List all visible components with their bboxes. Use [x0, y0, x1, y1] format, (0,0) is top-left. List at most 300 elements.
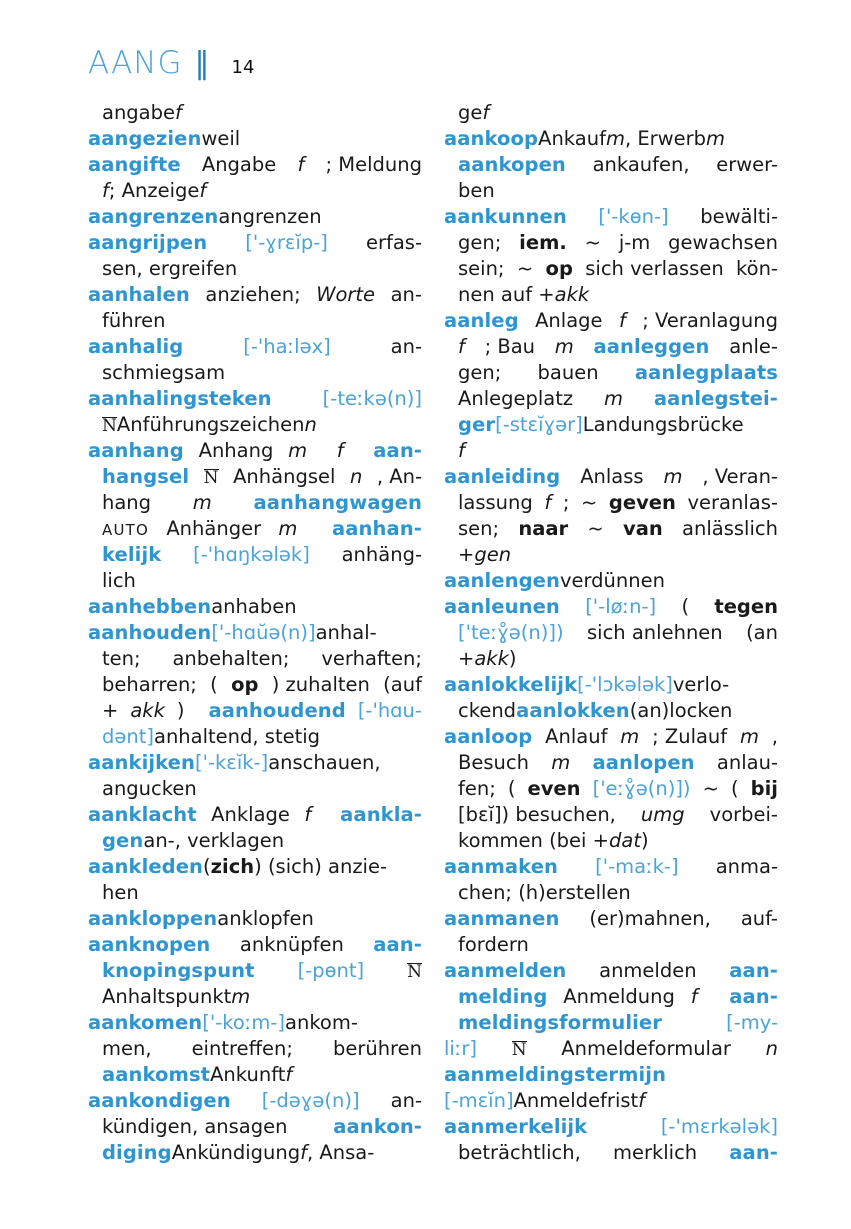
entry-line	[444, 646, 778, 672]
pronunciation: [-my-	[726, 1011, 778, 1034]
translation: men,	[102, 1037, 152, 1060]
translation: anlässlich	[682, 517, 778, 540]
headword[interactable]: aanknopen	[88, 933, 211, 956]
running-head-separator-icon: ‖	[194, 46, 208, 81]
translation: Anhaltspunkt	[102, 985, 232, 1008]
translation: )	[641, 829, 649, 852]
collocation: naar	[518, 517, 569, 540]
translation: ~	[702, 777, 719, 800]
grammar-marker: f	[482, 101, 490, 124]
entry-line	[88, 776, 422, 802]
entry-line	[88, 646, 422, 672]
entry-line	[444, 490, 778, 516]
translation: ben	[458, 179, 495, 202]
headword[interactable]: aankoop	[444, 127, 539, 150]
translation: (	[203, 855, 211, 878]
grammar-marker: f	[638, 1089, 646, 1112]
translation: Ankauf	[538, 127, 606, 150]
translation: )	[176, 699, 185, 722]
pronunciation: [-'mɛrkələk]	[660, 1115, 778, 1138]
entry-line	[88, 750, 422, 776]
collocation: iem.	[519, 231, 567, 254]
entry-line	[88, 620, 422, 646]
neuter-gender-icon: N	[102, 416, 117, 436]
translation: Besuch	[458, 751, 529, 774]
entry-line	[88, 516, 422, 542]
translation: +	[102, 699, 119, 722]
pronunciation: ['-koːm-]	[202, 1011, 286, 1034]
pronunciation: dənt]	[102, 725, 154, 748]
translation: (er)mahnen,	[589, 907, 711, 930]
entry-line	[88, 594, 422, 620]
grammar-marker: f	[102, 179, 109, 202]
translation: anziehen;	[205, 283, 301, 306]
entry-line	[88, 152, 422, 178]
grammar-marker: f	[285, 1063, 293, 1086]
headword[interactable]: aanmaken	[444, 855, 559, 878]
grammar-marker: m	[605, 127, 625, 150]
pronunciation: [-stɛĭɣər]	[495, 413, 583, 436]
entry-line	[444, 386, 778, 412]
headword[interactable]: aankleden	[88, 855, 204, 878]
grammar-marker: gen	[474, 543, 512, 566]
grammar-marker: m	[231, 985, 251, 1008]
grammar-marker: m	[192, 491, 212, 514]
headword[interactable]: aanmeldingstermijn	[444, 1063, 667, 1086]
headword[interactable]: aanmerkelijk	[444, 1115, 588, 1138]
headword[interactable]: aanleunen	[444, 595, 560, 618]
entry-line	[88, 282, 422, 308]
translation: angabe	[102, 101, 176, 124]
headword[interactable]: aanlegplaats	[634, 361, 778, 384]
translation: angrenzen	[218, 205, 322, 228]
translation: anhaltend, stetig	[154, 725, 321, 748]
grammar-marker: dat	[609, 829, 641, 852]
translation: anschauen,	[268, 751, 381, 774]
pronunciation: [-mɛĭn]	[444, 1089, 514, 1112]
translation: veranlas-	[687, 491, 778, 514]
headword[interactable]: aan-	[373, 439, 422, 462]
headword[interactable]: aanlokkelijk	[444, 673, 578, 696]
translation: )	[508, 647, 517, 670]
entry-line	[88, 958, 422, 984]
translation: erwer-	[716, 153, 778, 176]
translation: ) zuhalten	[271, 673, 370, 696]
collocation: bij	[750, 777, 778, 800]
translation: kündigen, ansagen	[102, 1115, 288, 1138]
translation: erfas-	[365, 231, 422, 254]
translation: +	[458, 647, 475, 670]
running-head-word: AANG	[88, 45, 183, 81]
translation: kön-	[736, 257, 778, 280]
pronunciation: [-'hɑŋkələk]	[193, 543, 310, 566]
headword[interactable]: aanhebben	[88, 595, 212, 618]
entry-line	[444, 542, 778, 568]
headword[interactable]: ger	[458, 413, 496, 436]
translation: j-m	[618, 231, 651, 254]
grammar-marker: akk	[130, 699, 165, 722]
entry-line	[88, 828, 422, 854]
headword[interactable]: aanloop	[444, 725, 533, 748]
translation: sein;	[458, 257, 505, 280]
headword[interactable]: gen	[102, 829, 144, 852]
entry-line	[444, 516, 778, 542]
domain-label: AUTO	[102, 521, 150, 539]
translation: ge	[458, 101, 483, 124]
translation: vorbei-	[709, 803, 778, 826]
grammar-marker: m	[739, 725, 759, 748]
headword[interactable]: aangezien	[88, 127, 202, 150]
translation: anhäng-	[341, 543, 422, 566]
headword[interactable]: aanlopen	[592, 751, 695, 774]
translation: auf-	[740, 907, 778, 930]
translation: ankaufen,	[592, 153, 690, 176]
translation: anknüpfen	[239, 933, 344, 956]
headword[interactable]: aankloppen	[88, 907, 218, 930]
entry-line	[88, 438, 422, 464]
pronunciation: ['-kɵn-]	[598, 205, 669, 228]
entry-line	[88, 854, 422, 880]
headword[interactable]: aan-	[729, 985, 778, 1008]
pronunciation: ['-maːk-]	[595, 855, 679, 878]
entry-line	[88, 1010, 422, 1036]
entry-line	[444, 230, 778, 256]
headword[interactable]: aankopen	[458, 153, 566, 176]
translation: hen	[102, 881, 139, 904]
headword[interactable]: aan-	[729, 1141, 778, 1164]
entry-line	[444, 360, 778, 386]
entry-line	[444, 256, 778, 282]
translation: ~	[584, 231, 601, 254]
translation: beträchtlich,	[458, 1141, 581, 1164]
pronunciation: [-'lɔkələk]	[577, 673, 673, 696]
collocation: geven	[608, 491, 676, 514]
entry-line	[444, 828, 778, 854]
headword[interactable]: aanhouden	[88, 621, 212, 644]
translation: Angabe	[201, 153, 277, 176]
entry-line	[88, 1062, 422, 1088]
entry-line	[444, 620, 778, 646]
grammar-marker: n	[349, 465, 363, 488]
translation: Anklage	[211, 803, 290, 826]
headword[interactable]: aanleg	[444, 309, 519, 332]
grammar-marker: f	[336, 439, 344, 462]
headword[interactable]: aankijken	[88, 751, 195, 774]
translation: berühren	[332, 1037, 422, 1060]
grammar-marker: f	[690, 985, 698, 1008]
entry-line	[444, 126, 778, 152]
grammar-marker: f	[300, 1141, 307, 1164]
pronunciation: ['-ɣrɛĭp-]	[245, 231, 328, 254]
translation: nen auf +	[458, 283, 555, 306]
translation: verlo-	[672, 673, 730, 696]
translation: Anlauf	[545, 725, 608, 748]
translation: ;	[562, 491, 570, 514]
pronunciation: [-'haːləx]	[243, 335, 331, 358]
translation: kommen (bei +	[458, 829, 610, 852]
headword[interactable]: aanhalingsteken	[88, 387, 272, 410]
grammar-marker: umg	[640, 803, 685, 826]
translation: anklopfen	[217, 907, 314, 930]
translation: , Veran-	[702, 465, 778, 488]
grammar-marker: f	[618, 309, 626, 332]
translation: fen;	[458, 777, 496, 800]
translation: gen;	[458, 361, 502, 384]
entry-line	[444, 100, 778, 126]
headword[interactable]: aanleiding	[444, 465, 561, 488]
translation: merklich	[612, 1141, 698, 1164]
headword[interactable]: aankunnen	[444, 205, 567, 228]
entry-line	[444, 802, 778, 828]
translation: , Ansa-	[307, 1141, 375, 1164]
entry-line	[88, 1140, 422, 1166]
neuter-gender-icon: N	[407, 962, 422, 982]
headword[interactable]: aanklacht	[88, 803, 197, 826]
translation: , Erwerb	[624, 127, 707, 150]
headword[interactable]: aanhalig	[88, 335, 184, 358]
pronunciation: ['-løːn-]	[585, 595, 657, 618]
translation: verhaften;	[321, 647, 422, 670]
translation: anle-	[729, 335, 778, 358]
headword[interactable]: aanlegstei-	[653, 387, 778, 410]
headword[interactable]: aankomst	[102, 1063, 211, 1086]
entry-line	[444, 672, 778, 698]
translation: Ankündigung	[171, 1141, 301, 1164]
entry-line	[444, 1010, 778, 1036]
page-number: 14	[231, 57, 255, 78]
translation: an-	[390, 283, 422, 306]
translation: hang	[102, 491, 152, 514]
headword[interactable]: melding	[458, 985, 548, 1008]
translation: anhal-	[315, 621, 377, 644]
headword[interactable]: aangrenzen	[88, 205, 219, 228]
entry-line	[88, 1088, 422, 1114]
translation: sen, ergreifen	[102, 257, 238, 280]
headword[interactable]: aan-	[373, 933, 422, 956]
translation: ,	[771, 725, 778, 748]
translation: Ankunft	[210, 1063, 286, 1086]
entry-line	[444, 724, 778, 750]
entry-line	[444, 698, 778, 724]
collocation: van	[623, 517, 663, 540]
headword[interactable]: hangsel	[102, 465, 190, 488]
entry-line	[88, 464, 422, 490]
translation: ~	[587, 517, 604, 540]
headword[interactable]: aanmanen	[444, 907, 560, 930]
pronunciation: [-'hɑu-	[357, 699, 422, 722]
neuter-gender-icon: N	[203, 468, 219, 488]
translation: Anmeldefrist	[513, 1089, 639, 1112]
pronunciation: ['-kɛĭk-]	[195, 751, 269, 774]
translation: ; Bau	[484, 335, 536, 358]
translation: sen;	[458, 517, 500, 540]
entry-line	[444, 1140, 778, 1166]
grammar-marker: Worte	[316, 283, 376, 306]
translation: weil	[201, 127, 241, 150]
translation: ten;	[102, 647, 141, 670]
translation: gewachsen	[668, 231, 778, 254]
entry-line	[88, 802, 422, 828]
headword[interactable]: aankomen	[88, 1011, 203, 1034]
entry-line	[88, 1036, 422, 1062]
entry-line	[444, 412, 778, 438]
entry-line	[444, 308, 778, 334]
translation: ; Meldung	[325, 153, 422, 176]
translation: Anlage	[535, 309, 603, 332]
translation: beharren;	[102, 673, 197, 696]
translation: verdünnen	[559, 569, 665, 592]
entry-line	[88, 568, 422, 594]
translation: eintreffen;	[191, 1037, 293, 1060]
translation: an-	[390, 1089, 422, 1112]
translation: ; Zulauf	[652, 725, 728, 748]
translation: sich anlehnen	[587, 621, 723, 644]
entry-line	[444, 282, 778, 308]
headword[interactable]: meldingsformulier	[458, 1011, 662, 1034]
grammar-marker: m	[663, 465, 683, 488]
translation: Anhängsel	[233, 465, 336, 488]
collocation: op	[231, 673, 259, 696]
headword[interactable]: aanleggen	[593, 335, 710, 358]
translation: [bɛĭ]) besuchen,	[458, 803, 616, 826]
headword[interactable]: aankon-	[333, 1115, 422, 1138]
translation: , An-	[376, 465, 422, 488]
entry-line	[88, 360, 422, 386]
grammar-marker: f	[175, 101, 182, 124]
entry-line	[444, 854, 778, 880]
translation: schmiegsam	[102, 361, 226, 384]
translation: Landungsbrücke	[582, 413, 744, 436]
entry-line	[88, 412, 422, 438]
collocation: zich	[210, 855, 255, 878]
right-column	[444, 100, 778, 1166]
headword[interactable]: diging	[102, 1141, 172, 1164]
entry-line	[444, 334, 778, 360]
entry-line	[444, 1062, 778, 1088]
entry-line	[444, 594, 778, 620]
entry-line	[444, 880, 778, 906]
pronunciation: ['teːɣ̊ə(n)])	[458, 621, 564, 644]
translation: anmelden	[599, 959, 697, 982]
entry-line	[88, 984, 422, 1010]
headword[interactable]: aangrijpen	[88, 231, 208, 254]
translation: Anlegeplatz	[458, 387, 574, 410]
entry-line	[444, 152, 778, 178]
entry-line	[88, 906, 422, 932]
translation: ; Veranlagung	[642, 309, 778, 332]
headword[interactable]: aanhan-	[332, 517, 422, 540]
headword[interactable]: aanhalen	[88, 283, 190, 306]
column-container	[88, 100, 778, 1166]
translation: Anlass	[580, 465, 644, 488]
translation: Anmeldeformular	[561, 1037, 731, 1060]
entry-line	[88, 256, 422, 282]
grammar-marker: f	[304, 803, 312, 826]
entry-line	[88, 230, 422, 256]
translation: lassung	[458, 491, 533, 514]
translation: anbehalten;	[172, 647, 290, 670]
entry-line	[88, 334, 422, 360]
headword[interactable]: aankondigen	[88, 1089, 231, 1112]
headword[interactable]: aanhangwagen	[253, 491, 422, 514]
translation: führen	[102, 309, 166, 332]
translation: (	[210, 673, 218, 696]
headword[interactable]: aan-	[729, 959, 778, 982]
translation: gen;	[458, 231, 502, 254]
grammar-marker: m	[288, 439, 308, 462]
headword[interactable]: knopingspunt	[102, 959, 255, 982]
entry-line	[88, 386, 422, 412]
entry-line	[88, 724, 422, 750]
grammar-marker: n	[304, 413, 317, 436]
entry-line	[444, 1088, 778, 1114]
entry-line	[444, 906, 778, 932]
translation: (an	[746, 621, 778, 644]
left-column	[88, 100, 422, 1166]
entry-line	[444, 1114, 778, 1140]
translation: Anmeldung	[563, 985, 675, 1008]
entry-line	[444, 958, 778, 984]
translation: ) (sich) anzie-	[254, 855, 388, 878]
grammar-marker: f	[458, 335, 465, 358]
collocation: tegen	[714, 595, 778, 618]
entry-line	[88, 672, 422, 698]
pronunciation: [-dəɣə(n)]	[261, 1089, 360, 1112]
headword[interactable]: kelijk	[102, 543, 162, 566]
translation: angucken	[102, 777, 197, 800]
headword[interactable]: aanlokken	[516, 699, 630, 722]
headword[interactable]: aankla-	[340, 803, 422, 826]
entry-line	[88, 308, 422, 334]
entry-line	[88, 542, 422, 568]
entry-line	[88, 932, 422, 958]
translation: fordern	[458, 933, 529, 956]
translation: +	[458, 543, 475, 566]
entry-line	[444, 984, 778, 1010]
entry-line	[444, 204, 778, 230]
translation: bauen	[537, 361, 599, 384]
pronunciation: [-pɵnt]	[297, 959, 365, 982]
translation: anhaben	[211, 595, 297, 618]
entry-line	[88, 100, 422, 126]
translation: lich	[102, 569, 136, 592]
entry-line	[88, 880, 422, 906]
entry-line	[444, 464, 778, 490]
grammar-marker: n	[765, 1037, 778, 1060]
entry-line	[444, 776, 778, 802]
headword[interactable]: aanhang	[88, 439, 184, 462]
translation: Anführungszeichen	[116, 413, 305, 436]
grammar-marker: m	[554, 335, 574, 358]
translation: Anhänger	[166, 517, 262, 540]
entry-line	[88, 126, 422, 152]
pronunciation: liːr]	[444, 1037, 478, 1060]
entry-line	[88, 490, 422, 516]
entry-line	[444, 178, 778, 204]
entry-line	[88, 698, 422, 724]
translation: an-	[390, 335, 422, 358]
headword[interactable]: aanhoudend	[208, 699, 346, 722]
grammar-marker: m	[278, 517, 298, 540]
headword[interactable]: aanmelden	[444, 959, 567, 982]
translation: ckend	[458, 699, 517, 722]
headword[interactable]: aangifte	[88, 153, 181, 176]
translation: Anhang	[198, 439, 274, 462]
translation: anlau-	[716, 751, 778, 774]
collocation: even	[527, 777, 581, 800]
grammar-marker: m	[604, 387, 623, 410]
headword[interactable]: aanlengen	[444, 569, 560, 592]
